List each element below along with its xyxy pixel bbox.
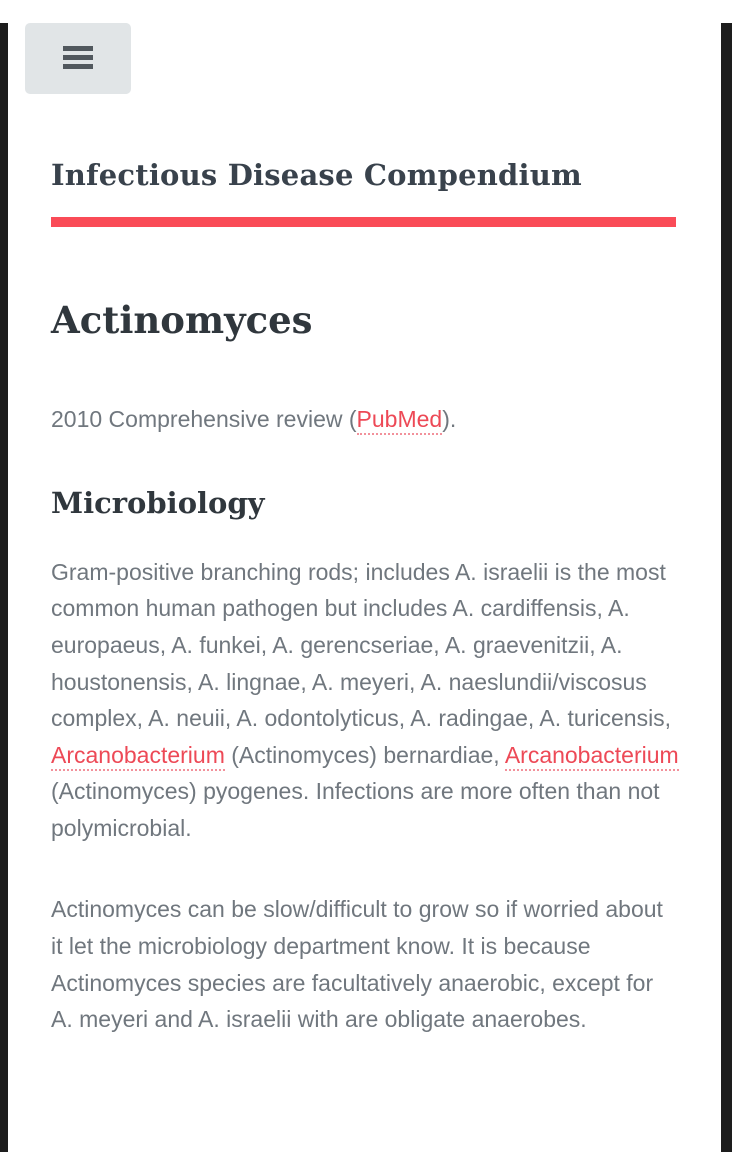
site-title: Infectious Disease Compendium xyxy=(51,158,582,192)
page-content xyxy=(8,158,721,1038)
section-heading-microbiology: Microbiology xyxy=(51,485,265,520)
inline-link-arcanobacterium[interactable]: Arcanobacterium xyxy=(51,742,225,771)
accent-rule xyxy=(51,217,676,227)
section-body xyxy=(51,554,679,1038)
paragraph-species-list: Gram-positive branching rods; includes A. israelii is the most common human pathogen but includes A. cardiffensis, A. europaeus, A. funkei, A. gerencseriae, A. graevenitzii, A. houstonensis, A. lingnae, A. meyeri, A. naeslundii/viscosus complex, A. neuii, A. odontolyticus, A. radingae, A. turicensis, Arcanobacterium (Actinomyces) bernardiae, Arcanobacterium (Actinomyces) pyogenes. Infections are more often than not polymicrobial. xyxy=(51,558,679,841)
inline-link-arcanobacterium[interactable]: Arcanobacterium xyxy=(505,742,679,771)
review-line: 2010 Comprehensive review (PubMed). xyxy=(51,401,679,438)
menu-button[interactable] xyxy=(25,23,131,94)
inline-link-pubmed[interactable]: PubMed xyxy=(357,406,443,435)
page-frame xyxy=(0,23,732,1152)
paragraph-growth-notes: Actinomyces can be slow/difficult to grow so if worried about it let the microbiology department know. It is because Actinomyces species are facultatively anaerobic, except for A. meyeri and A. israelii with are obligate anaerobes. xyxy=(51,896,663,1033)
article-title: Actinomyces xyxy=(51,297,313,342)
hamburger-icon xyxy=(63,46,93,69)
